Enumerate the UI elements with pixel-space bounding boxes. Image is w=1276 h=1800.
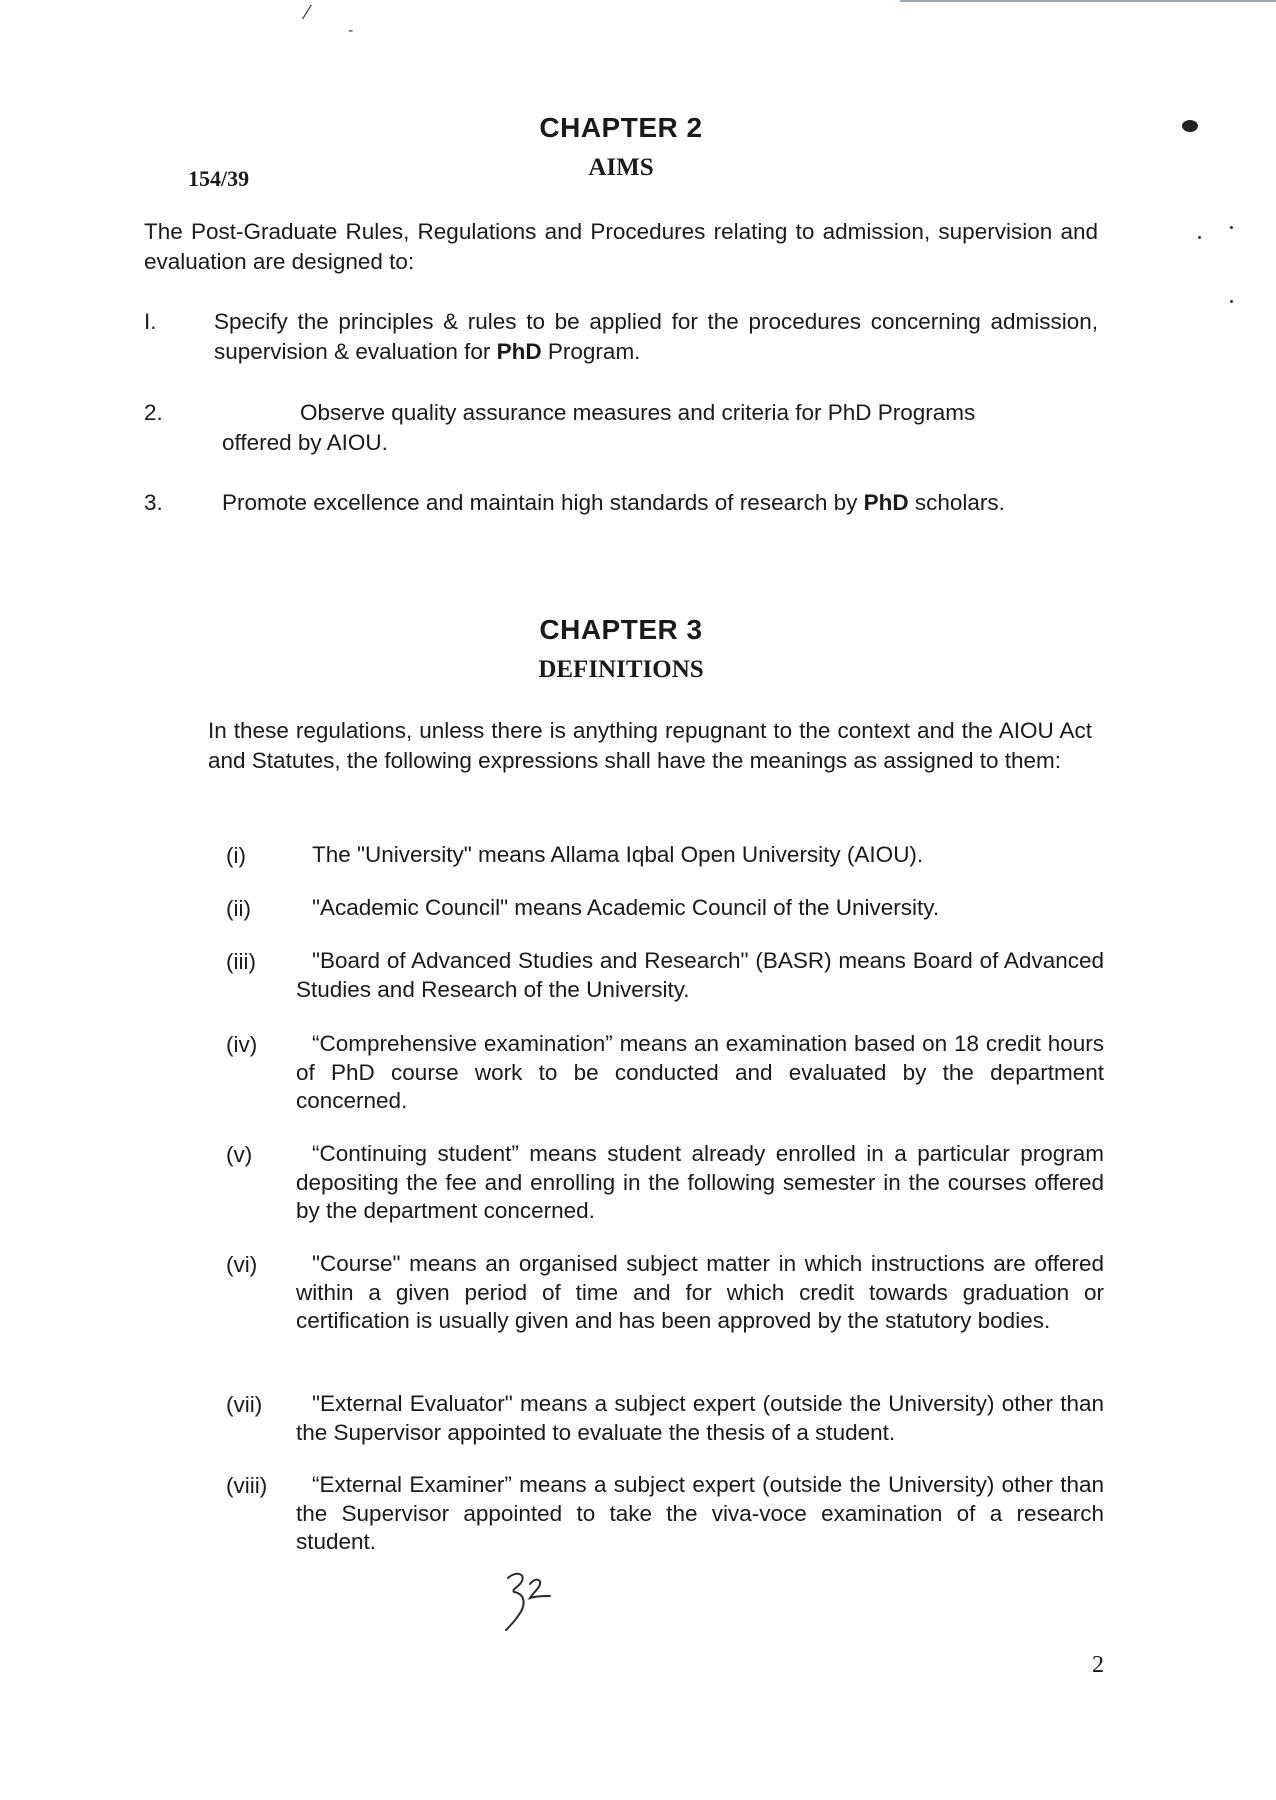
definition-text: [296, 1140, 1104, 1226]
aim-item-text: [214, 307, 1098, 367]
definition-text: [296, 1250, 1104, 1336]
definition-text-body: "Course" means an organised subject matter in which instructions are offered within a given period of time and for which credit towards graduation or certification is usually given and has been approved by the statutory bodies.: [296, 1251, 1104, 1333]
definition-number: (vii): [226, 1392, 263, 1417]
handwritten-page-mark: [500, 1568, 556, 1634]
aim-item-text-post: Program.: [541, 339, 641, 364]
aim-item-number: I.: [144, 309, 157, 334]
scan-stroke-mark: ⁄: [306, 2, 310, 24]
aim-item-text-post: scholars.: [908, 490, 1005, 515]
definition-text: [296, 894, 1104, 923]
definition-text: [296, 1030, 1104, 1116]
chapter-3-intro: In these regulations, unless there is anything repugnant to the context and the AIOU Act and Statutes, the following expressions shall have the meanings as assigned to them:: [208, 718, 1092, 773]
scan-dot: [1230, 226, 1233, 229]
scan-dot: [1230, 300, 1233, 303]
definition-text-body: “Comprehensive examination” means an examination based on 18 credit hours of PhD course work to be conducted and evaluated by the department concerned.: [296, 1031, 1104, 1113]
aim-item-number: 3.: [144, 490, 163, 515]
definition-number: (iii): [226, 949, 256, 974]
definition-number: (iv): [226, 1032, 258, 1057]
chapter-3-subheading: DEFINITIONS: [538, 656, 704, 683]
chapter-3-heading: CHAPTER 3: [539, 614, 703, 645]
definition-text: [296, 1390, 1104, 1447]
aim-item-number: 2.: [144, 400, 163, 425]
definition-number: (ii): [226, 896, 251, 921]
definition-text-body: "Board of Advanced Studies and Research" (BASR) means Board of Advanced Studies and Research of the University.: [296, 948, 1104, 1002]
definition-number: (vi): [226, 1252, 258, 1277]
definition-text: [296, 1471, 1104, 1557]
chapter-2-heading: CHAPTER 2: [539, 112, 703, 143]
chapter-2-intro: The Post-Graduate Rules, Regulations and Procedures relating to admission, supervision and evaluation are designed to:: [144, 219, 1098, 274]
aim-item-text: [222, 398, 1082, 458]
definition-number: (v): [226, 1142, 253, 1167]
definition-text: [296, 841, 1104, 870]
definition-text-body: “Continuing student” means student already enrolled in a particular program depositing the fee and enrolling in the following semester in the courses offered by the department concerned.: [296, 1141, 1104, 1223]
chapter-2-subheading: AIMS: [588, 154, 654, 181]
definition-number: (i): [226, 843, 246, 868]
aim-item-text-bold: PhD: [863, 490, 909, 515]
definition-text-body: "External Evaluator" means a subject expert (outside the University) other than the Supervisor appointed to evaluate the thesis of a student.: [296, 1391, 1104, 1445]
definition-text-body: The "University" means Allama Iqbal Open University (AIOU).: [312, 842, 924, 867]
aim-item-text-bold: PhD: [496, 339, 542, 364]
definition-number: (viii): [226, 1473, 268, 1498]
aim-item-text: [222, 488, 1102, 517]
page-number: 2: [1092, 1652, 1104, 1678]
aim-item-text-line: Observe quality assurance measures and criteria for PhD Programs: [300, 400, 976, 425]
scan-dash-mark: -: [348, 22, 354, 39]
scan-dot: [1198, 236, 1201, 239]
definition-text-body: “External Examiner” means a subject expert (outside the University) other than the Supervisor appointed to take the viva-voce examination of a research student.: [296, 1472, 1104, 1554]
aim-item-text-pre: Promote excellence and maintain high standards of research by: [222, 490, 864, 515]
aim-item-text-pre: Specify the principles & rules to be applied for the procedures concerning admission, supervision & evaluation for: [214, 309, 1098, 364]
aim-item-text-line: offered by AIOU.: [222, 430, 388, 455]
definition-text: [296, 947, 1104, 1004]
scan-edge-line: [900, 0, 1276, 2]
reference-number: 154/39: [188, 166, 250, 191]
definition-text-body: "Academic Council" means Academic Council of the University.: [312, 895, 940, 920]
